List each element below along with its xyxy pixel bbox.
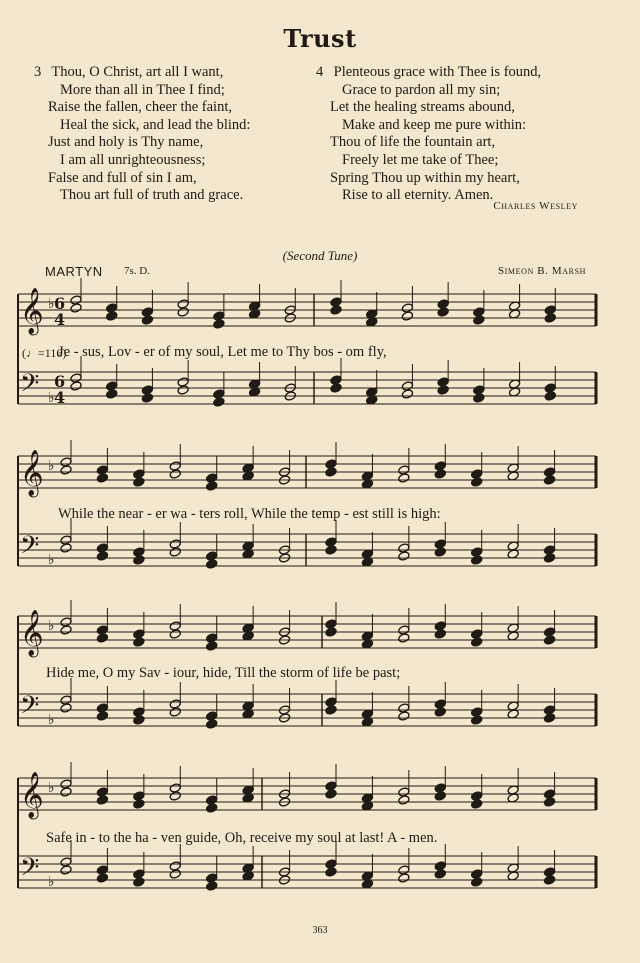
verse-line: Make and keep me pure within: <box>342 116 527 133</box>
note-head <box>106 389 118 399</box>
composer-credit: Simeon B. Marsh <box>497 265 586 277</box>
lyric-line-4: Safe in - to the ha - ven guide, Oh, receive my soul at last! A - men. <box>46 830 438 846</box>
treble-clef-icon: 𝄞 <box>20 450 44 496</box>
flat-icon: ♭ <box>48 618 55 634</box>
note-head <box>60 703 72 713</box>
bass-clef-icon: 𝄢 <box>20 531 40 566</box>
note-head <box>141 315 153 325</box>
note-head <box>543 797 555 807</box>
bass-clef-icon: 𝄢 <box>20 369 40 404</box>
note-head <box>133 715 145 725</box>
verse-line: Grace to pardon all my sin; <box>342 81 501 98</box>
treble-clef-icon: 𝄞 <box>20 288 44 334</box>
note-head <box>471 555 483 565</box>
verse-line: Just and holy is Thy name, <box>48 134 204 151</box>
note-head <box>206 881 218 891</box>
verse-number: 4 <box>316 64 324 80</box>
note-head <box>543 475 555 485</box>
note-head <box>169 707 181 717</box>
note-head <box>471 877 483 887</box>
note-head <box>434 547 446 557</box>
note-head <box>169 469 181 479</box>
verse-line: Thou, O Christ, art all I want, <box>51 64 224 80</box>
note-head <box>330 305 342 315</box>
note-head <box>434 629 446 639</box>
verse-line: Let the healing streams abound, <box>330 99 515 116</box>
author-credit: Charles Wesley <box>493 200 578 212</box>
note-head <box>543 713 555 723</box>
note-head <box>398 551 410 561</box>
tempo-marking: (♩=116) <box>22 346 67 360</box>
note-head <box>434 791 446 801</box>
note-head <box>473 315 485 325</box>
note-head <box>434 869 446 879</box>
note-head <box>60 625 72 635</box>
lyric-line-3: Hide me, O my Sav - iour, hide, Till the storm of life be past; <box>46 665 401 681</box>
note-head <box>106 311 118 321</box>
note-head <box>325 467 337 477</box>
time-signature-bottom: 4 <box>54 388 66 407</box>
note-head <box>437 307 449 317</box>
flat-icon: ♭ <box>48 458 55 474</box>
flat-icon: ♭ <box>48 296 55 312</box>
bass-clef-icon: 𝄢 <box>20 691 40 726</box>
note-head <box>437 385 449 395</box>
note-head <box>471 799 483 809</box>
verse-line: More than all in Thee I find; <box>60 81 225 98</box>
note-head <box>169 791 181 801</box>
note-head <box>213 397 225 407</box>
note-head <box>471 637 483 647</box>
flat-icon: ♭ <box>48 390 55 406</box>
note-head <box>401 311 413 321</box>
note-head <box>213 319 225 329</box>
note-head <box>330 383 342 393</box>
note-head <box>398 795 410 805</box>
time-signature-top: 6 <box>54 294 66 313</box>
flat-icon: ♭ <box>48 874 55 890</box>
verse-line: Thou of life the fountain art, <box>330 134 496 151</box>
note-head <box>96 633 108 643</box>
note-head <box>169 547 181 557</box>
note-head <box>206 719 218 729</box>
note-head <box>206 803 218 813</box>
note-head <box>96 551 108 561</box>
verse-line: Thou art full of truth and grace. <box>60 187 244 204</box>
note-head <box>70 303 82 313</box>
note-head <box>398 473 410 483</box>
note-head <box>543 875 555 885</box>
note-head <box>133 877 145 887</box>
time-signature-bottom: 4 <box>54 310 66 329</box>
note-head <box>133 555 145 565</box>
note-head <box>434 469 446 479</box>
note-head <box>177 307 189 317</box>
note-head <box>325 705 337 715</box>
note-head <box>544 391 556 401</box>
note-head <box>544 313 556 323</box>
note-head <box>70 381 82 391</box>
verse-line: Plenteous grace with Thee is found, <box>333 64 542 80</box>
note-head <box>206 481 218 491</box>
flat-icon: ♭ <box>48 712 55 728</box>
note-head <box>133 799 145 809</box>
verse-number: 3 <box>34 64 42 80</box>
verse-line: Freely let me take of Thee; <box>342 151 499 168</box>
note-head <box>60 865 72 875</box>
verse-line: I am all unrighteousness; <box>60 151 206 168</box>
note-head <box>398 873 410 883</box>
note-head <box>543 553 555 563</box>
note-head <box>543 635 555 645</box>
tune-meter: 7s. D. <box>124 265 150 277</box>
note-head <box>169 629 181 639</box>
hymn-title: Trust <box>283 24 357 53</box>
note-head <box>96 795 108 805</box>
flat-icon: ♭ <box>48 552 55 568</box>
treble-clef-icon: 𝄞 <box>20 610 44 656</box>
note-head <box>401 389 413 399</box>
treble-clef-icon: 𝄞 <box>20 772 44 818</box>
note-head <box>96 873 108 883</box>
note-head <box>206 641 218 651</box>
note-head <box>325 545 337 555</box>
note-head <box>471 477 483 487</box>
note-head <box>169 869 181 879</box>
note-head <box>398 711 410 721</box>
note-head <box>133 477 145 487</box>
lyric-line-1: Je - sus, Lov - er of my soul, Let me to Thy bos - om fly, <box>58 344 387 360</box>
verse-line: Spring Thou up within my heart, <box>330 169 520 186</box>
note-head <box>133 637 145 647</box>
flat-icon: ♭ <box>48 780 55 796</box>
note-head <box>141 393 153 403</box>
time-signature-top: 6 <box>54 372 66 391</box>
note-head <box>434 707 446 717</box>
note-head <box>96 473 108 483</box>
note-head <box>473 393 485 403</box>
bass-clef-icon: 𝄢 <box>20 853 40 888</box>
note-head <box>398 633 410 643</box>
page-number: 363 <box>312 925 328 936</box>
second-tune-label: (Second Tune) <box>282 248 358 263</box>
note-head <box>325 867 337 877</box>
note-head <box>325 627 337 637</box>
tune-name: MARTYN <box>45 264 103 279</box>
note-head <box>60 787 72 797</box>
note-head <box>471 715 483 725</box>
note-head <box>206 559 218 569</box>
note-head <box>325 789 337 799</box>
note-head <box>96 711 108 721</box>
note-head <box>60 465 72 475</box>
verse-line: False and full of sin I am, <box>48 169 197 186</box>
note-head <box>60 543 72 553</box>
verse-line: Rise to all eternity. Amen. <box>342 187 494 204</box>
verse-line: Raise the fallen, cheer the faint, <box>48 99 232 116</box>
note-head <box>177 385 189 395</box>
verse-line: Heal the sick, and lead the blind: <box>60 116 251 133</box>
lyric-line-2: While the near - er wa - ters roll, While the temp - est still is high: <box>58 506 441 522</box>
